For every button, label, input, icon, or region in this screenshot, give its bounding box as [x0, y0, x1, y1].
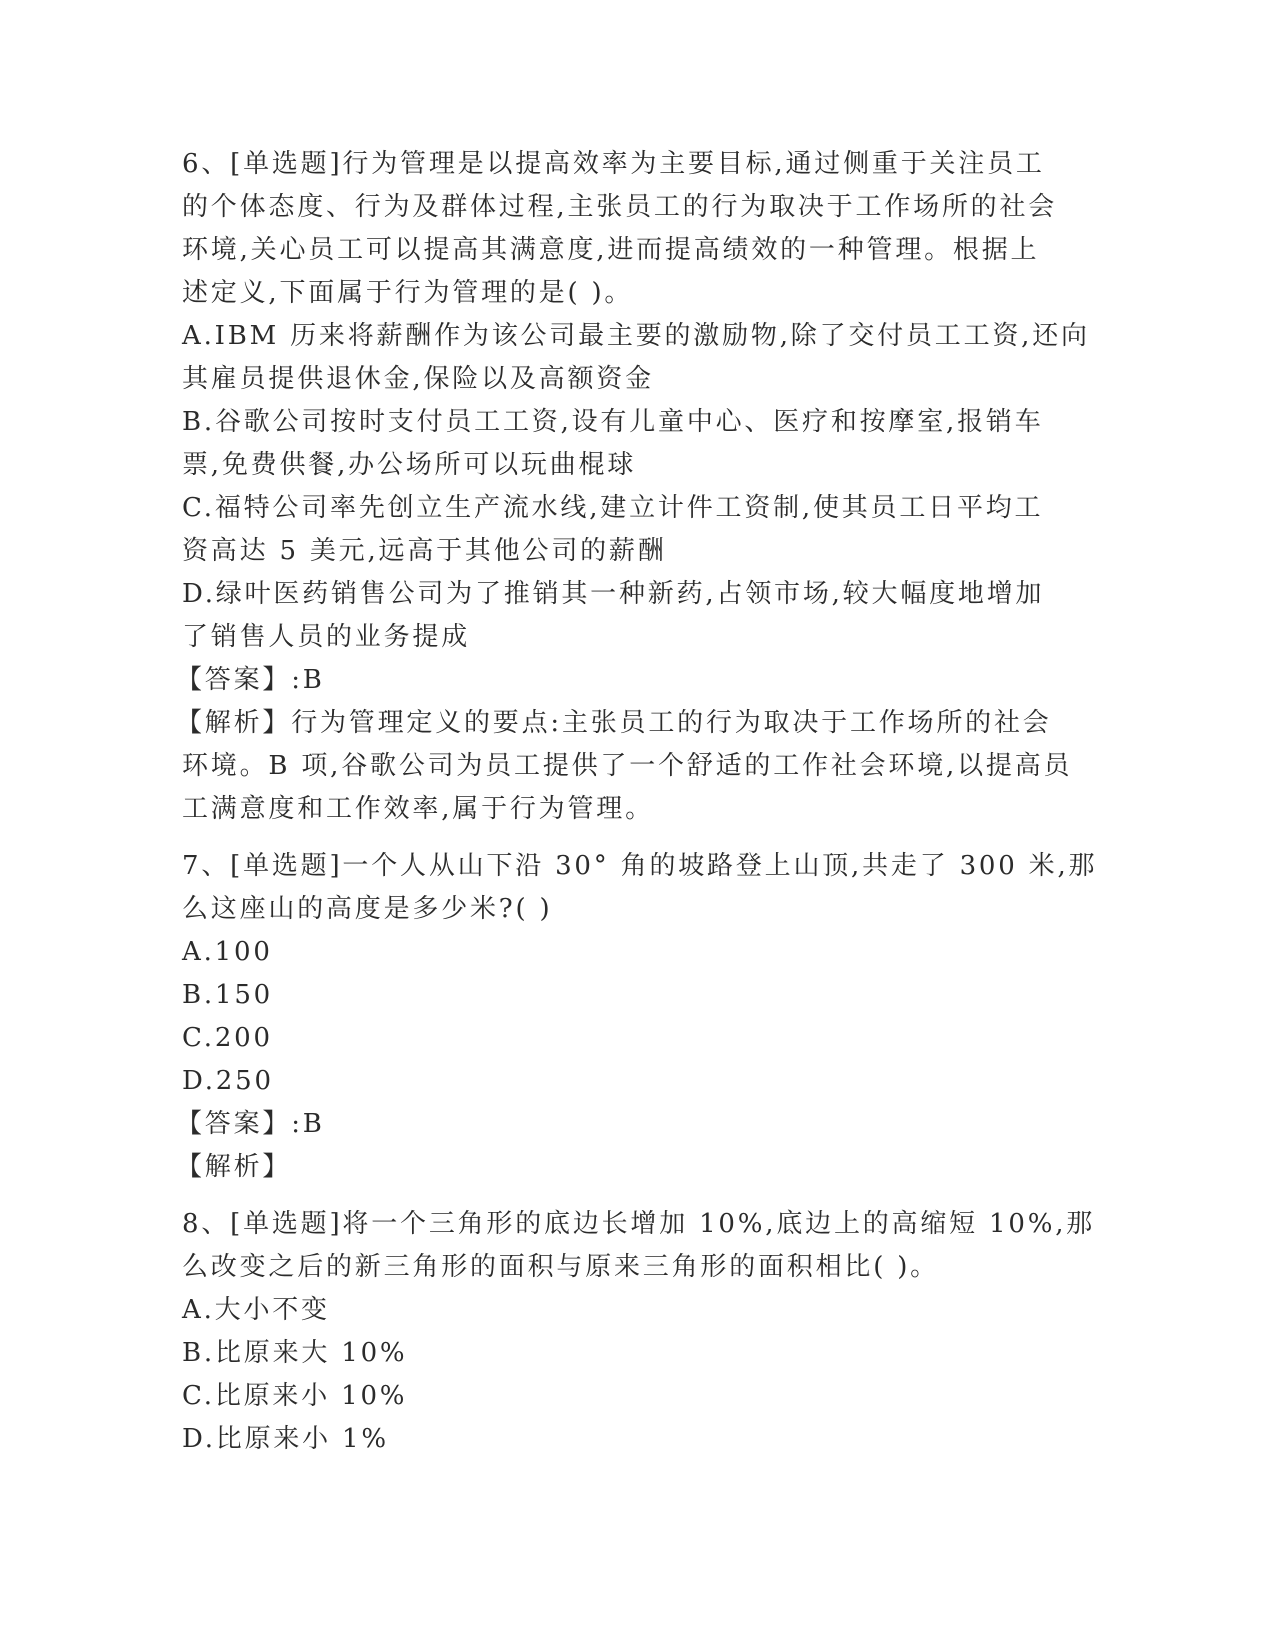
option-b: B.比原来大 10%	[182, 1338, 408, 1368]
question-6	[176, 143, 1090, 831]
question-options	[182, 931, 1082, 1103]
spacer	[182, 1189, 1082, 1203]
stem-line: 么改变之后的新三角形的面积与原来三角形的面积相比( )。	[182, 1252, 939, 1282]
analysis-line: 工满意度和工作效率,属于行为管理。	[182, 794, 654, 824]
answer-line: 【答案】:B	[176, 1109, 325, 1139]
question-7	[176, 845, 1098, 1189]
option-a: A.大小不变	[182, 1295, 330, 1325]
stem-line: 6、[单选题]行为管理是以提高效率为主要目标,通过侧重于关注员工	[182, 149, 1045, 179]
question-stem	[182, 845, 1098, 931]
option-b: B.150	[182, 980, 273, 1010]
analysis-line: 环境。B 项,谷歌公司为员工提供了一个舒适的工作社会环境,以提高员	[182, 751, 1073, 781]
option-d: D.绿叶医药销售公司为了推销其一种新药,占领市场,较大幅度地增加	[182, 579, 1045, 609]
stem-line: 7、[单选题]一个人从山下沿 30° 角的坡路登上山顶,共走了 300 米,那	[182, 851, 1098, 881]
stem-line: 么这座山的高度是多少米?( )	[182, 894, 553, 924]
stem-line: 8、[单选题]将一个三角形的底边长增加 10%,底边上的高缩短 10%,那	[182, 1209, 1096, 1239]
option-c: C.福特公司率先创立生产流水线,建立计件工资制,使其员工日平均工	[182, 493, 1044, 523]
option-c: C.比原来小 10%	[182, 1381, 408, 1411]
question-8	[182, 1203, 1096, 1461]
document-page	[176, 143, 1098, 1461]
option-d: D.250	[182, 1066, 274, 1096]
option-a-cont: 其雇员提供退休金,保险以及高额资金	[182, 364, 654, 394]
option-b-cont: 票,免费供餐,办公场所可以玩曲棍球	[182, 450, 637, 480]
stem-line: 环境,关心员工可以提高其满意度,进而提高绩效的一种管理。根据上	[182, 235, 1040, 265]
option-d: D.比原来小 1%	[182, 1424, 389, 1454]
question-stem	[182, 1203, 1096, 1289]
analysis-line: 【解析】行为管理定义的要点:主张员工的行为取决于工作场所的社会	[176, 708, 1052, 738]
answer-line: 【答案】:B	[176, 665, 325, 695]
question-options	[182, 1289, 1082, 1461]
stem-line: 的个体态度、行为及群体过程,主张员工的行为取决于工作场所的社会	[182, 192, 1058, 222]
stem-line: 述定义,下面属于行为管理的是( )。	[182, 278, 634, 308]
option-c-cont: 资高达 5 美元,远高于其他公司的薪酬	[182, 536, 667, 566]
analysis	[176, 702, 1082, 831]
option-c: C.200	[182, 1023, 273, 1053]
analysis-line: 【解析】	[176, 1152, 292, 1182]
option-d-cont: 了销售人员的业务提成	[182, 622, 471, 652]
spacer	[182, 831, 1082, 845]
option-a: A.IBM 历来将薪酬作为该公司最主要的激励物,除了交付员工工资,还向	[182, 321, 1090, 351]
question-stem	[182, 143, 1082, 315]
option-a: A.100	[182, 937, 273, 967]
question-options	[182, 315, 1090, 659]
option-b: B.谷歌公司按时支付员工工资,设有儿童中心、医疗和按摩室,报销车	[182, 407, 1044, 437]
